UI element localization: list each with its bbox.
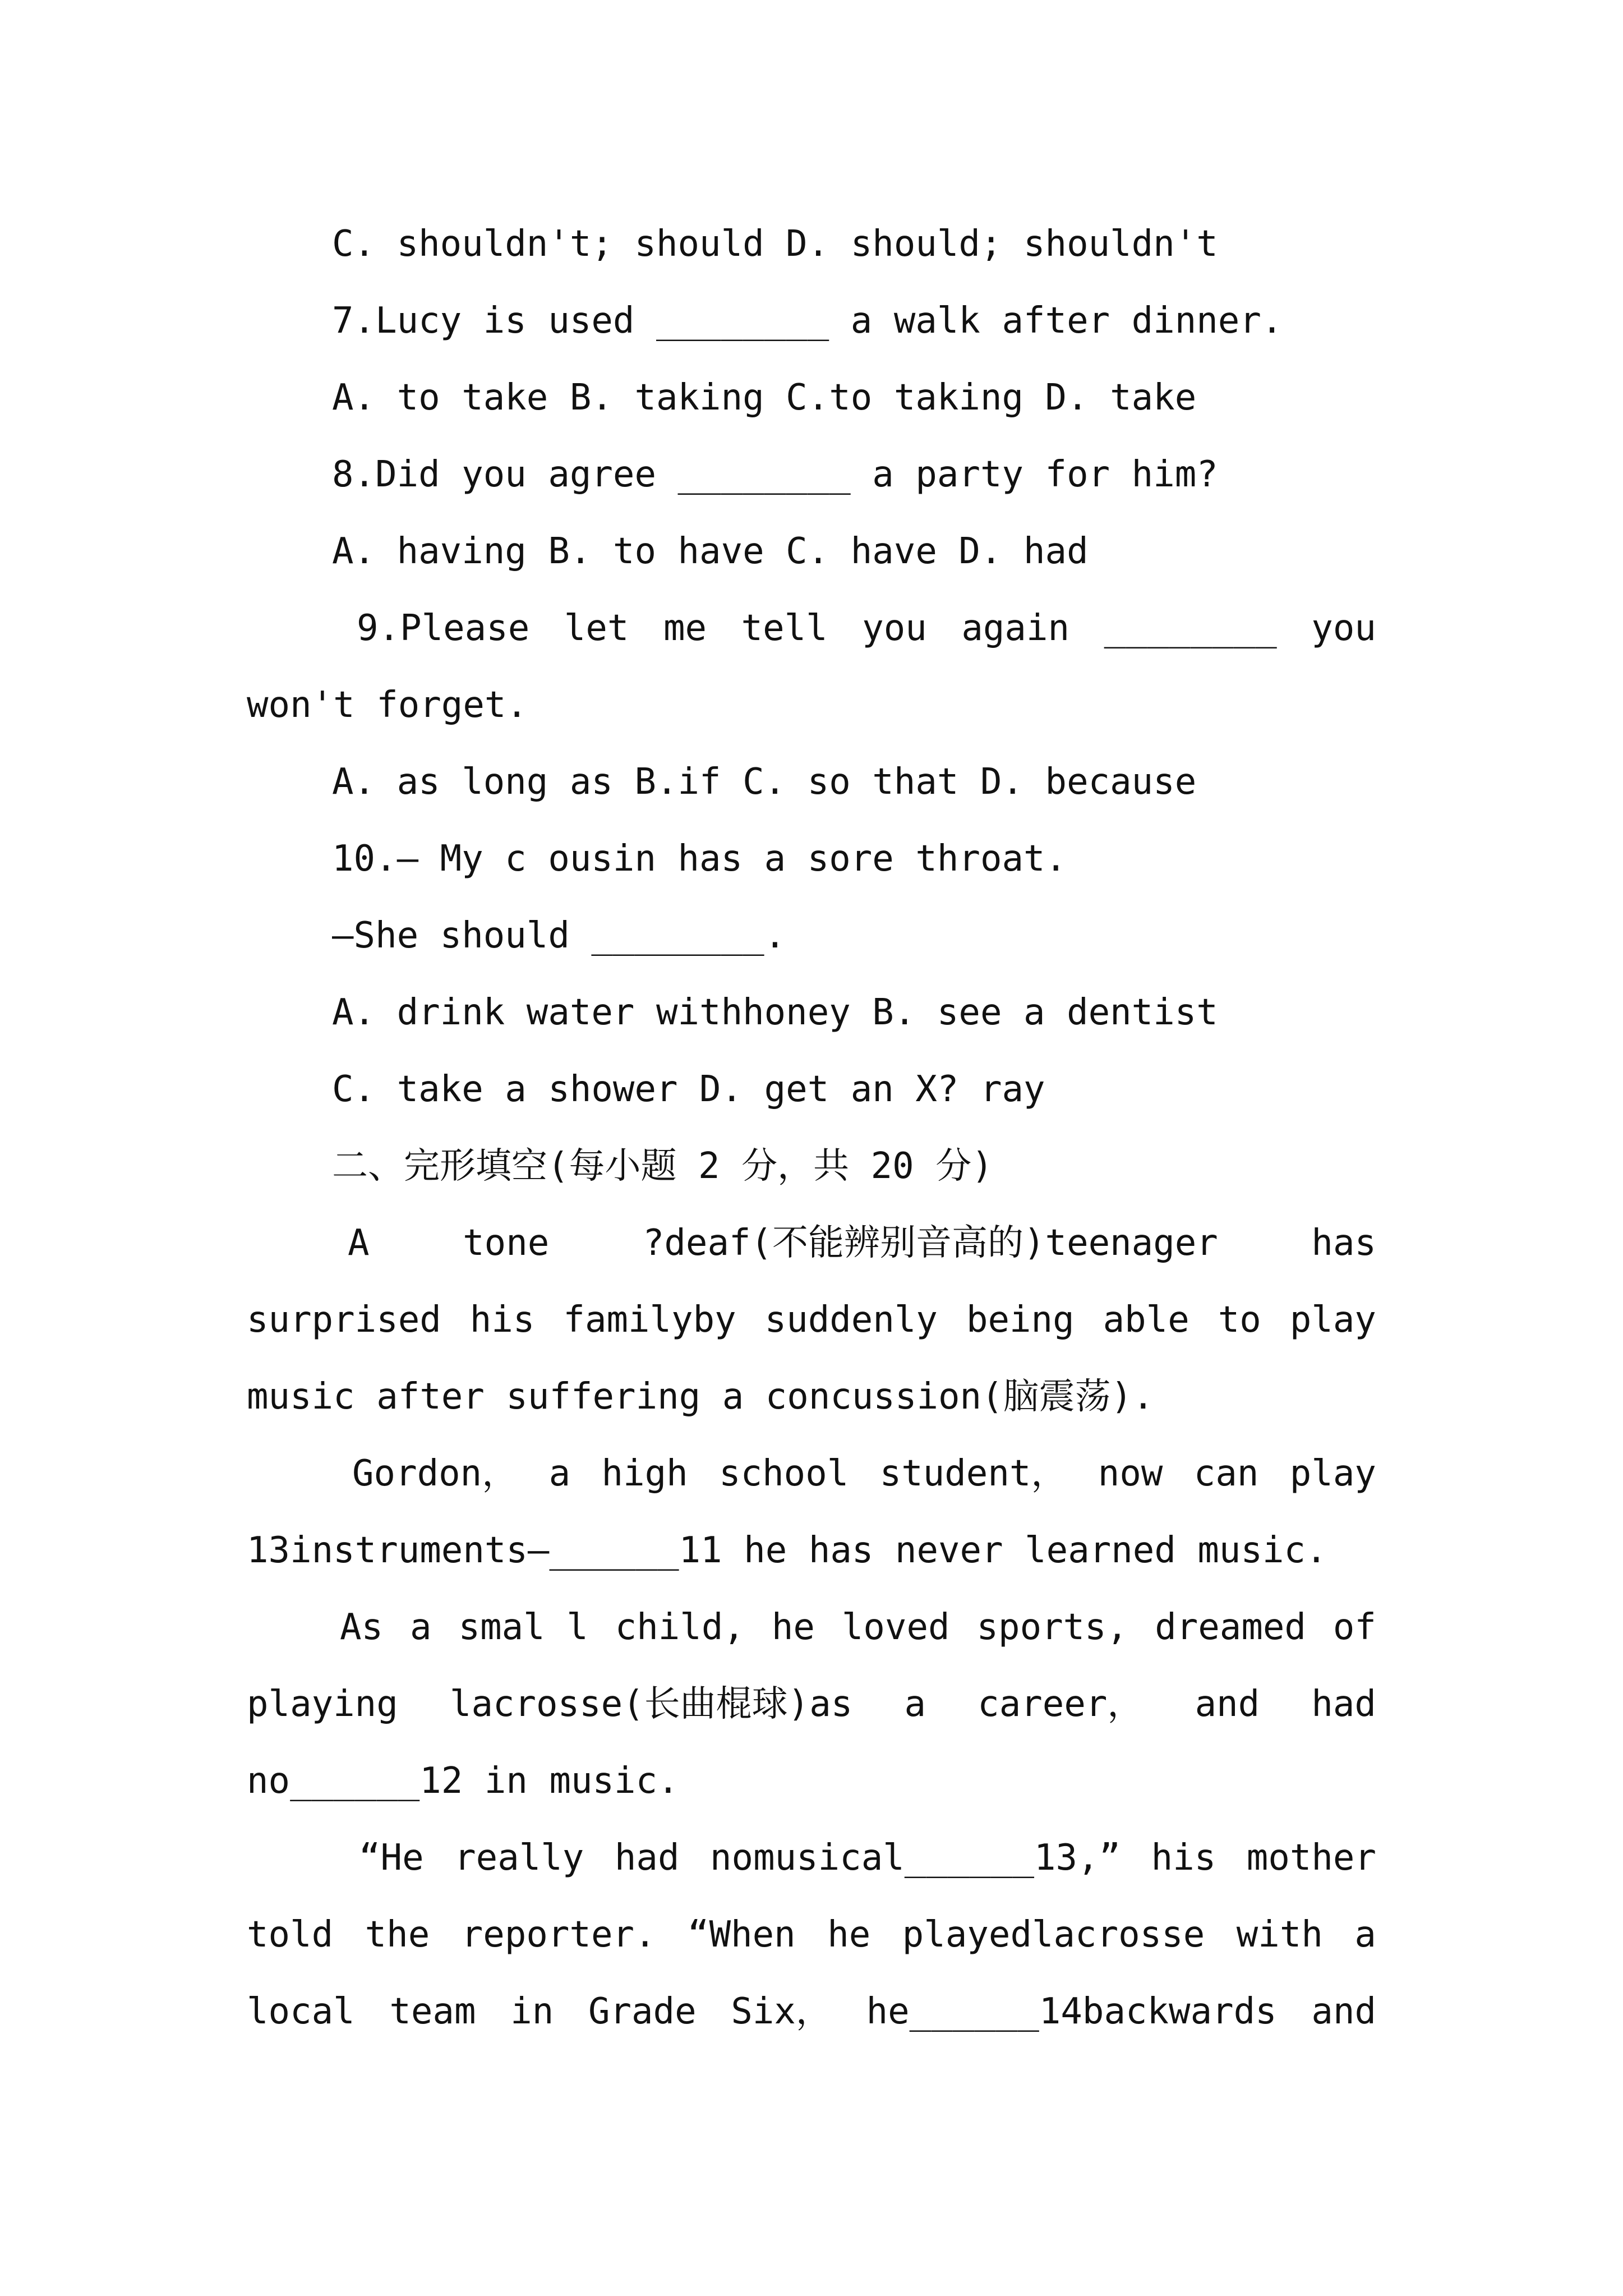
question-8: 8.Did you agree ________ a party for him? bbox=[332, 454, 1218, 495]
passage-line-9: “He really had nomusical______13,” his mother bbox=[359, 1837, 1376, 1879]
options-q9: A. as long as B.if C. so that D. because bbox=[332, 761, 1197, 803]
passage-line-7: playing lacrosse(长曲棍球)as a career， and had bbox=[247, 1683, 1376, 1725]
options-q8: A. having B. to have C. have D. had bbox=[332, 531, 1089, 572]
options-q10-cd: C. take a shower D. get an X? ray bbox=[332, 1069, 1045, 1110]
question-7: 7.Lucy is used ________ a walk after dinner. bbox=[332, 300, 1283, 342]
passage-line-10: told the reporter. “When he playedlacrosse with a bbox=[247, 1914, 1376, 1955]
passage-line-8: no______12 in music. bbox=[247, 1760, 679, 1802]
options-q7: A. to take B. taking C.to taking D. take bbox=[332, 377, 1197, 418]
passage-line-2: surprised his familyby suddenly being able to play bbox=[247, 1299, 1376, 1341]
question-9-line-2: won't forget. bbox=[247, 684, 528, 726]
passage-line-1: A tone ?deaf(不能辨别音高的)teenager has bbox=[348, 1222, 1376, 1264]
passage-line-11: local team in Grade Six， he______14backwards and bbox=[247, 1991, 1376, 2032]
passage-line-5: 13instruments—______11 he has never learned music. bbox=[247, 1530, 1327, 1571]
question-10-line-1: 10.— My c ousin has a sore throat. bbox=[332, 838, 1067, 880]
section-heading-cloze: 二、完形填空(每小题 2 分，共 20 分) bbox=[332, 1145, 993, 1187]
passage-line-6: As a smal l child, he loved sports, dreamed of bbox=[340, 1607, 1376, 1648]
question-10-line-2: —She should ________. bbox=[332, 915, 786, 956]
option-line-q6-cd: C. shouldn't; should D. should; shouldn't bbox=[332, 223, 1218, 265]
options-q10-ab: A. drink water withhoney B. see a dentist bbox=[332, 992, 1218, 1033]
question-9-line-1: 9.Please let me tell you again ________ you bbox=[357, 608, 1376, 649]
passage-line-3: music after suffering a concussion(脑震荡). bbox=[247, 1376, 1154, 1418]
passage-line-4: Gordon， a high school student， now can play bbox=[352, 1453, 1376, 1494]
